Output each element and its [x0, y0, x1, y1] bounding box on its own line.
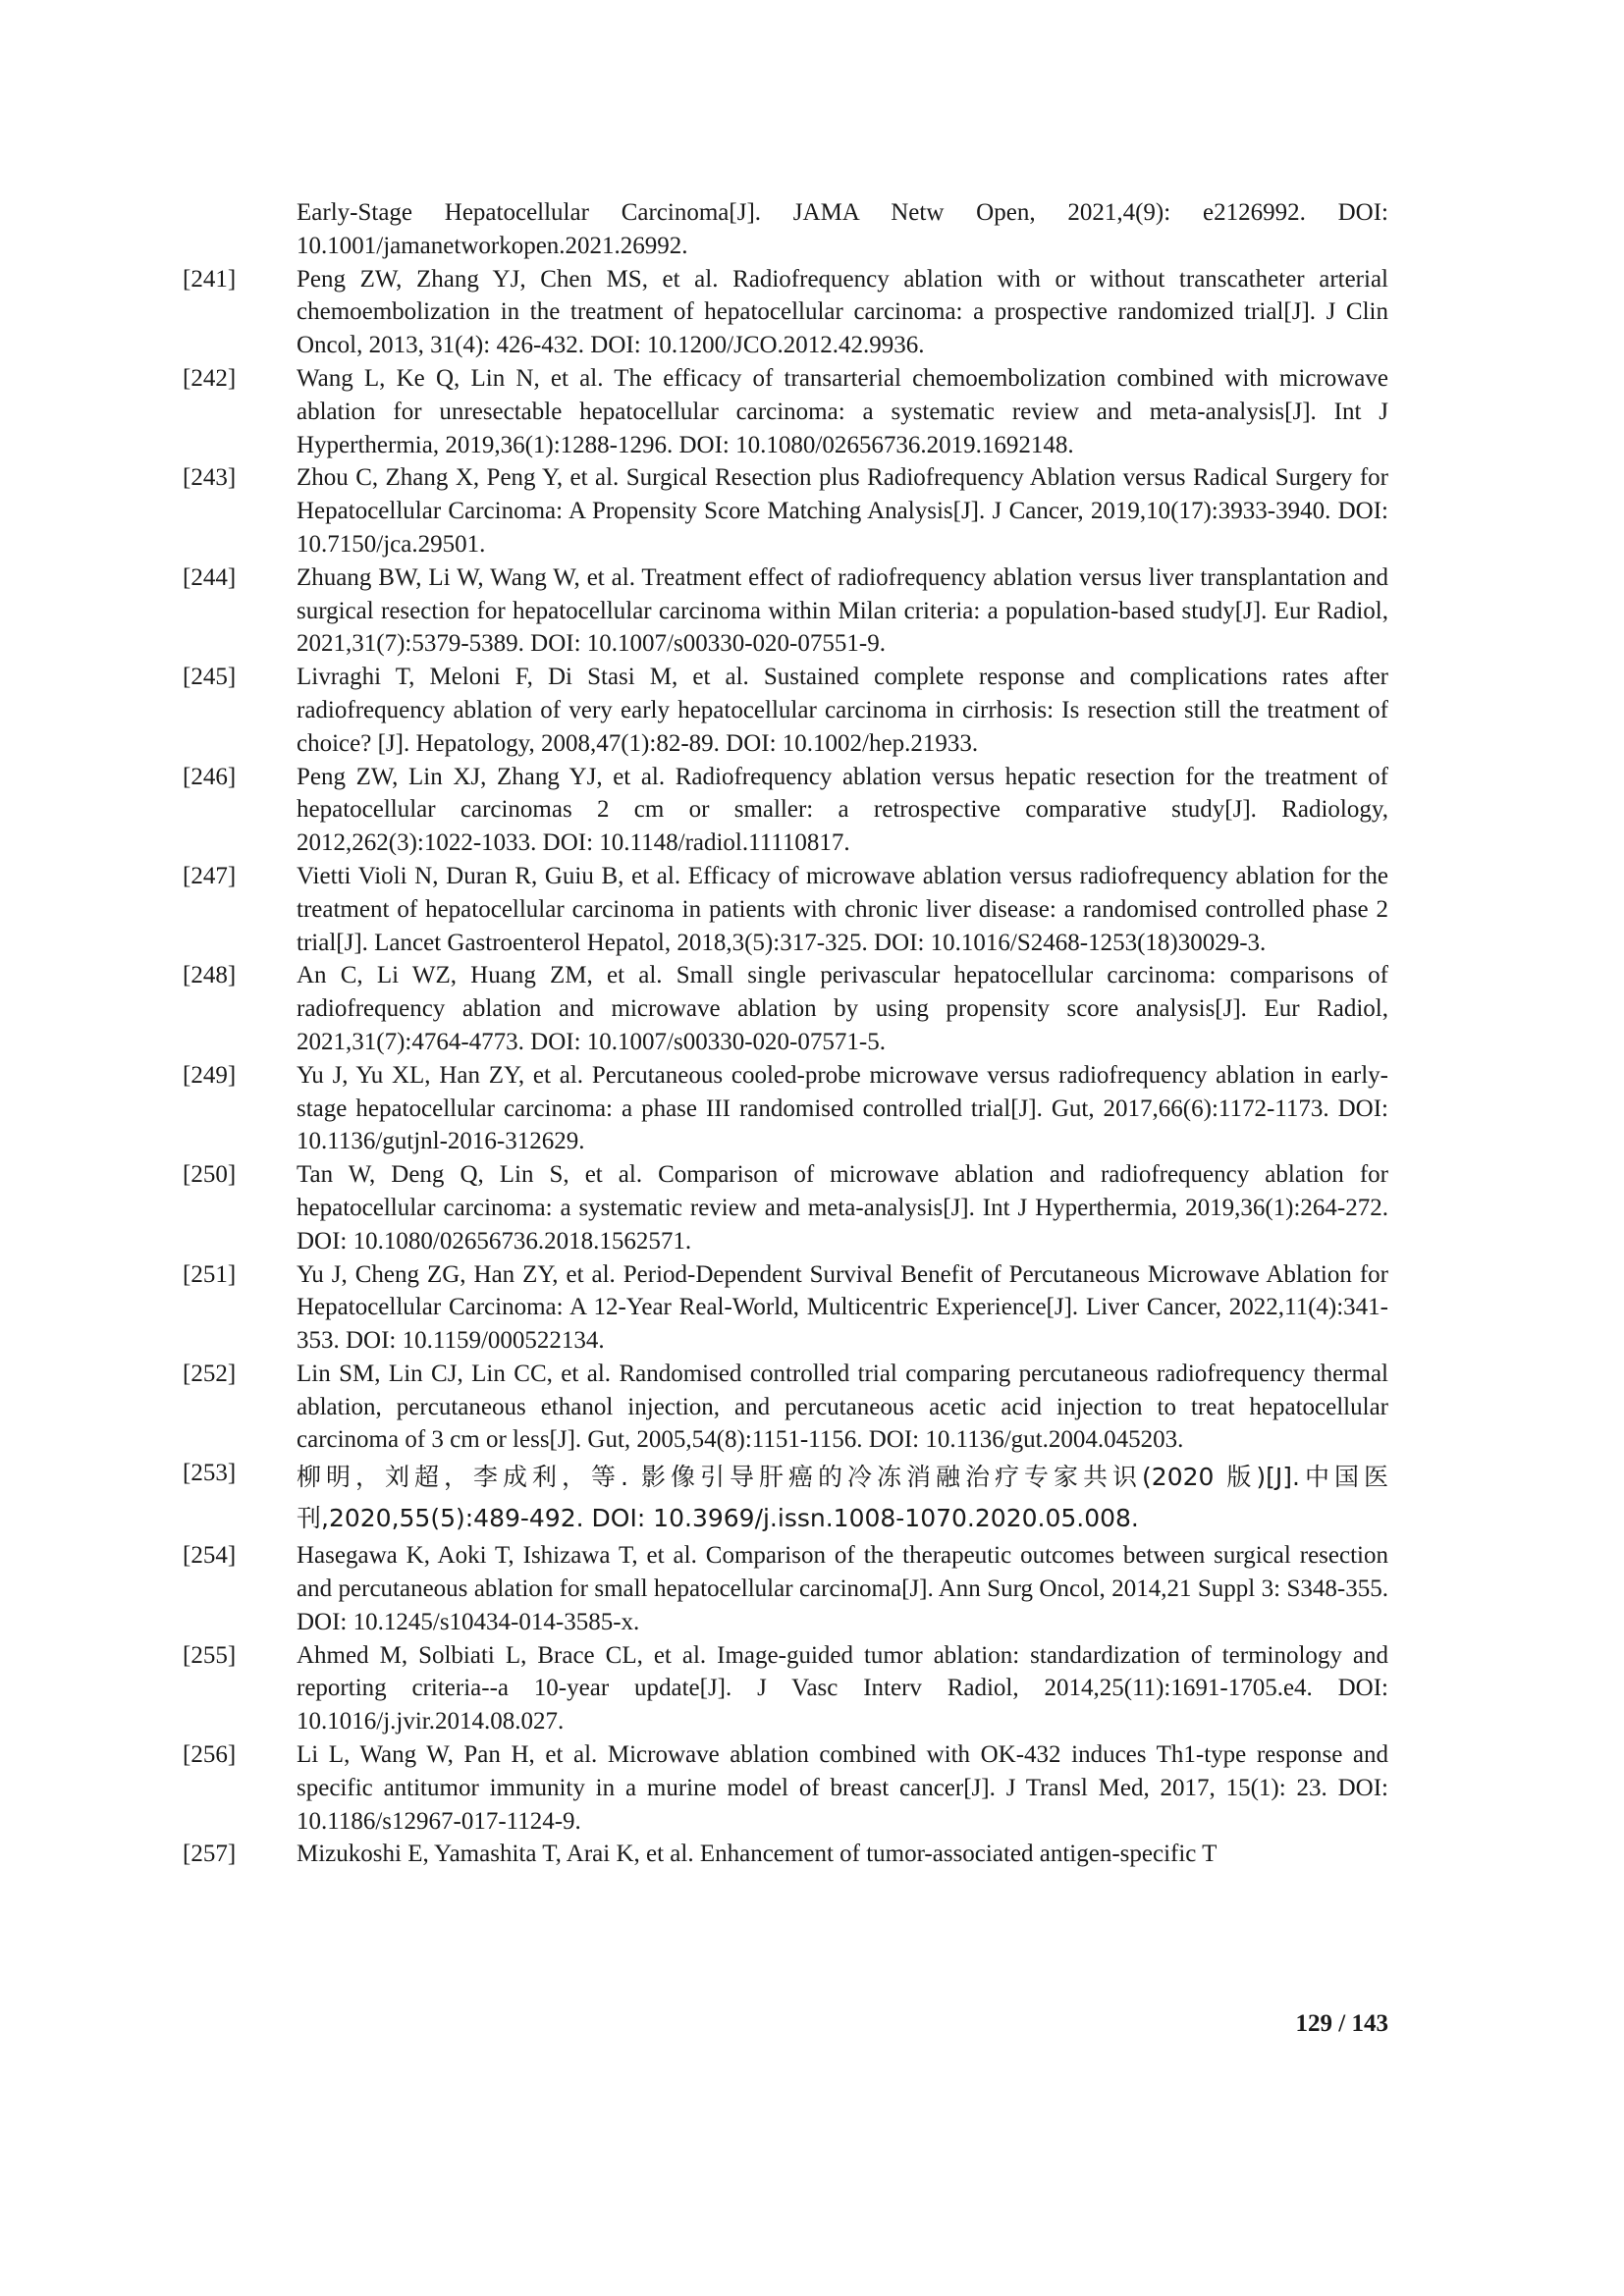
reference-text: Zhuang BW, Li W, Wang W, et al. Treatment effect of radiofrequency ablation versus liver transplantation and surgical resection for hepatocellular carcinoma within Milan criteria: a population-based study[J]. Eur Radiol, 2021,31(7):5379-5389. DOI: 10.1007/s00330-020-07551-9. [297, 563, 1388, 658]
reference-text: Ahmed M, Solbiati L, Brace CL, et al. Image-guided tumor ablation: standardization of terminology and reporting criteria--a 10-year update[J]. J Vasc Interv Radiol, 2014,25(11):1691-1705.e4. DOI: 10.1016/j.jvir.2014.08.027. [297, 1641, 1388, 1735]
reference-number: [257] [183, 1841, 237, 1868]
reference-text: An C, Li WZ, Huang ZM, et al. Small single perivascular hepatocellular carcinoma: comparisons of radiofrequency ablation and microwave ablation by using propensity score analysis[J]. Eur Radiol, 2021,31(7):4764-4773. DOI: 10.1007/s00330-020-07571-5. [297, 962, 1388, 1055]
reference-item [183, 1457, 1388, 1539]
reference-number: [244] [183, 563, 237, 591]
reference-item [183, 461, 1388, 561]
reference-number: [249] [183, 1061, 237, 1089]
reference-item [183, 860, 1388, 959]
reference-text: Lin SM, Lin CJ, Lin CC, et al. Randomised controlled trial comparing percutaneous radiofrequency thermal ablation, percutaneous ethanol injection, and percutaneous acetic acid injection to treat hepatocellular carcinoma of 3 cm or less[J]. Gut, 2005,54(8):1151-1156. DOI: 10.1136/gut.2004.045203. [297, 1360, 1388, 1454]
reference-number: [251] [183, 1260, 237, 1288]
reference-number: [256] [183, 1741, 237, 1769]
reference-text: Wang L, Ke Q, Lin N, et al. The efficacy of transarterial chemoembolization combined with microwave ablation for unresectable hepatocellular carcinoma: a systematic review and meta-analysis[J]. Int J Hyperthermia, 2019,36(1):1288-1296. DOI: 10.1080/02656736.2019.1692148. [297, 364, 1388, 458]
reference-number: [246] [183, 763, 237, 790]
reference-item [183, 959, 1388, 1058]
reference-item [183, 362, 1388, 461]
reference-item [183, 561, 1388, 661]
reference-item [183, 263, 1388, 362]
reference-text: Li L, Wang W, Pan H, et al. Microwave ablation combined with OK-432 induces Th1-type response and specific antitumor immunity in a murine model of breast cancer[J]. J Transl Med, 2017, 15(1): 23. DOI: 10.1186/s12967-017-1124-9. [297, 1741, 1388, 1835]
reference-item [183, 661, 1388, 760]
reference-text: 柳明，刘超，李成利，等. 影像引导肝癌的冷冻消融治疗专家共识(2020 版)[J].中国医刊,2020,55(5):489-492. DOI: 10.3969/j.issn.1008-1070.2020.05.008. [297, 1463, 1388, 1533]
reference-item [183, 1158, 1388, 1257]
reference-number: [241] [183, 265, 237, 293]
reference-number: [254] [183, 1542, 237, 1570]
reference-item [183, 1258, 1388, 1358]
reference-text: Peng ZW, Zhang YJ, Chen MS, et al. Radiofrequency ablation with or without transcatheter arterial chemoembolization in the treatment of hepatocellular carcinoma: a prospective randomized trial[J]. J Clin Oncol, 2013, 31(4): 426-432. DOI: 10.1200/JCO.2012.42.9936. [297, 265, 1388, 359]
reference-text: Early-Stage Hepatocellular Carcinoma[J]. JAMA Netw Open, 2021,4(9): e2126992. DOI: 10.1001/jamanetworkopen.2021.26992. [297, 199, 1388, 259]
reference-text: Vietti Violi N, Duran R, Guiu B, et al. Efficacy of microwave ablation versus radiofrequency ablation for the treatment of hepatocellular carcinoma in patients with chronic liver disease: a randomised controlled phase 2 trial[J]. Lancet Gastroenterol Hepatol, 2018,3(5):317-325. DOI: 10.1016/S2468-1253(18)30029-3. [297, 862, 1388, 956]
reference-number: [250] [183, 1161, 237, 1189]
reference-item [183, 1738, 1388, 1838]
reference-number: [247] [183, 862, 237, 889]
reference-number: [245] [183, 664, 237, 691]
reference-item [183, 1358, 1388, 1457]
reference-number: [252] [183, 1360, 237, 1387]
reference-text: Hasegawa K, Aoki T, Ishizawa T, et al. Comparison of the therapeutic outcomes between surgical resection and percutaneous ablation for small hepatocellular carcinoma[J]. Ann Surg Oncol, 2014,21 Suppl 3: S348-355. DOI: 10.1245/s10434-014-3585-x. [297, 1542, 1388, 1635]
reference-text: Livraghi T, Meloni F, Di Stasi M, et al. Sustained complete response and complications rates after radiofrequency ablation of very early hepatocellular carcinoma in cirrhosis: Is resection still the treatment of choice? [J]. Hepatology, 2008,47(1):82-89. DOI: 10.1002/hep.21933. [297, 664, 1388, 757]
page-number: 129 / 143 [1295, 2010, 1388, 2037]
reference-item [183, 1539, 1388, 1638]
reference-list [183, 196, 1388, 1871]
reference-text: Yu J, Cheng ZG, Han ZY, et al. Period-Dependent Survival Benefit of Percutaneous Microwave Ablation for Hepatocellular Carcinoma: A 12-Year Real-World, Multicentric Experience[J]. Liver Cancer, 2022,11(4):341-353. DOI: 10.1159/000522134. [297, 1260, 1388, 1355]
reference-text: Mizukoshi E, Yamashita T, Arai K, et al. Enhancement of tumor-associated antigen-specific T [297, 1841, 1218, 1868]
reference-item [183, 196, 1388, 263]
reference-text: Peng ZW, Lin XJ, Zhang YJ, et al. Radiofrequency ablation versus hepatic resection for the treatment of hepatocellular carcinomas 2 cm or smaller: a retrospective comparative study[J]. Radiology, 2012,262(3):1022-1033. DOI: 10.1148/radiol.11110817. [297, 763, 1388, 857]
reference-number: [242] [183, 364, 237, 392]
reference-item [183, 1639, 1388, 1738]
reference-number: [248] [183, 962, 237, 989]
reference-number: [255] [183, 1641, 237, 1669]
reference-item [183, 1838, 1388, 1871]
reference-number: [253] [183, 1460, 237, 1487]
reference-number: [243] [183, 464, 237, 492]
reference-item [183, 761, 1388, 860]
reference-text: Tan W, Deng Q, Lin S, et al. Comparison of microwave ablation and radiofrequency ablation for hepatocellular carcinoma: a systematic review and meta-analysis[J]. Int J Hyperthermia, 2019,36(1):264-272. DOI: 10.1080/02656736.2018.1562571. [297, 1161, 1388, 1255]
reference-text: Zhou C, Zhang X, Peng Y, et al. Surgical Resection plus Radiofrequency Ablation versus Radical Surgery for Hepatocellular Carcinoma: A Propensity Score Matching Analysis[J]. J Cancer, 2019,10(17):3933-3940. DOI: 10.7150/jca.29501. [297, 464, 1388, 558]
reference-text: Yu J, Yu XL, Han ZY, et al. Percutaneous cooled-probe microwave versus radiofrequency ablation in early-stage hepatocellular carcinoma: a phase III randomised controlled trial[J]. Gut, 2017,66(6):1172-1173. DOI: 10.1136/gutjnl-2016-312629. [297, 1061, 1388, 1155]
reference-item [183, 1059, 1388, 1158]
